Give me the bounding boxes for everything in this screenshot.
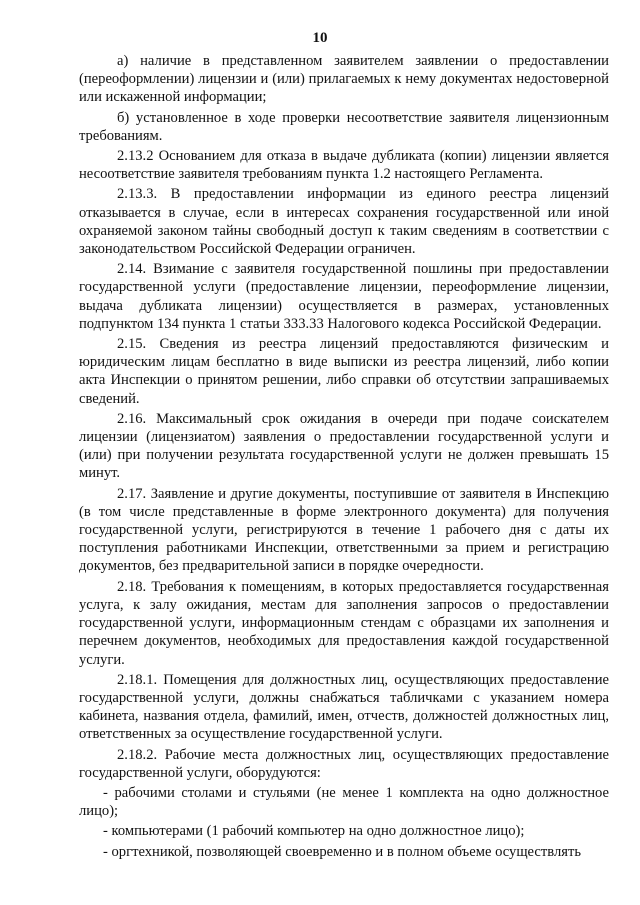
list-item-office-equipment: - оргтехникой, позволяющей своевременно и в полном объеме осуществлять — [103, 843, 581, 860]
paragraph-2-15: 2.15. Сведения из реестра лицензий предоставляются физическим и юридическим лицам бесплатно в виде выписки из реестра лицензий, либо копии акта Инспекции о принятом решении, либо справки об отсутствии запрашиваемых сведений. — [79, 336, 609, 407]
paragraph-a: а) наличие в представленном заявителем заявлении о предоставлении (переоформлении) лицензии и (или) прилагаемых к нему документах недостоверной или искаженной информации; — [79, 53, 609, 106]
list-item-computers: - компьютерами (1 рабочий компьютер на одно должностное лицо); — [103, 823, 525, 840]
paragraph-2-18-1: 2.18.1. Помещения для должностных лиц, осуществляющих предоставление государственной услуги, должны снабжаться табличками с указанием номера кабинета, названия отдела, фамилий, имен, отчеств, должностей должностных лиц, ответственных за осуществление государственной услуги. — [79, 671, 609, 743]
paragraph-2-14: 2.14. Взимание с заявителя государственной пошлины при предоставлении государственной услуги (предоставление лицензии, переоформление лицензии, выдача дубликата лицензии) осуществляется в размерах, установленных подпунктом 134 пункта 1 статьи 333.33 Налогового кодекса Российской Федерации. — [79, 261, 609, 332]
paragraph-2-13-3: 2.13.3. В предоставлении информации из единого реестра лицензий отказывается в случае, если в интересах сохранения государственной или иной охраняемой законом тайны свободный доступ к таким сведениям в соответствии с законодательством Российской Федерации ограничен. — [79, 186, 609, 258]
page-number: 10 — [312, 30, 328, 46]
paragraph-2-16: 2.16. Максимальный срок ожидания в очереди при подаче соискателем лицензии (лицензиатом) заявления о предоставлении государственной услуги и (или) при получении результата государственной услуги не должен превышать 15 минут. — [79, 410, 609, 482]
paragraph-2-18: 2.18. Требования к помещениям, в которых предоставляется государственная услуга, к залу ожидания, местам для заполнения запросов о предоставлении государственной услуги, информационным стендам с образцами их заполнения и перечнем документов, необходимых для предоставления каждой государственной услуги. — [79, 578, 609, 668]
paragraph-2-17: 2.17. Заявление и другие документы, поступившие от заявителя в Инспекцию (в том числе представленные в форме электронного документа) для получения государственной услуги, регистрируются в течение 1 рабочего дня с даты их поступления работниками Инспекции, ответственными за прием и регистрацию документов, без предварительной записи в порядке очередности. — [79, 485, 609, 575]
paragraph-b: б) установленное в ходе проверки несоответствие заявителя лицензионным требованиям. — [79, 109, 609, 144]
paragraph-2-18-2: 2.18.2. Рабочие места должностных лиц, осуществляющих предоставление государственной услуги, оборудуются: — [79, 746, 609, 781]
document-body — [79, 52, 609, 863]
paragraph-2-13-2: 2.13.2 Основанием для отказа в выдаче дубликата (копии) лицензии является несоответствие заявителя требованиям пункта 1.2 настоящего Регламента. — [79, 148, 609, 183]
list-item-desks: - рабочими столами и стульями (не менее 1 комплекта на одно должностное лицо); — [79, 784, 609, 820]
